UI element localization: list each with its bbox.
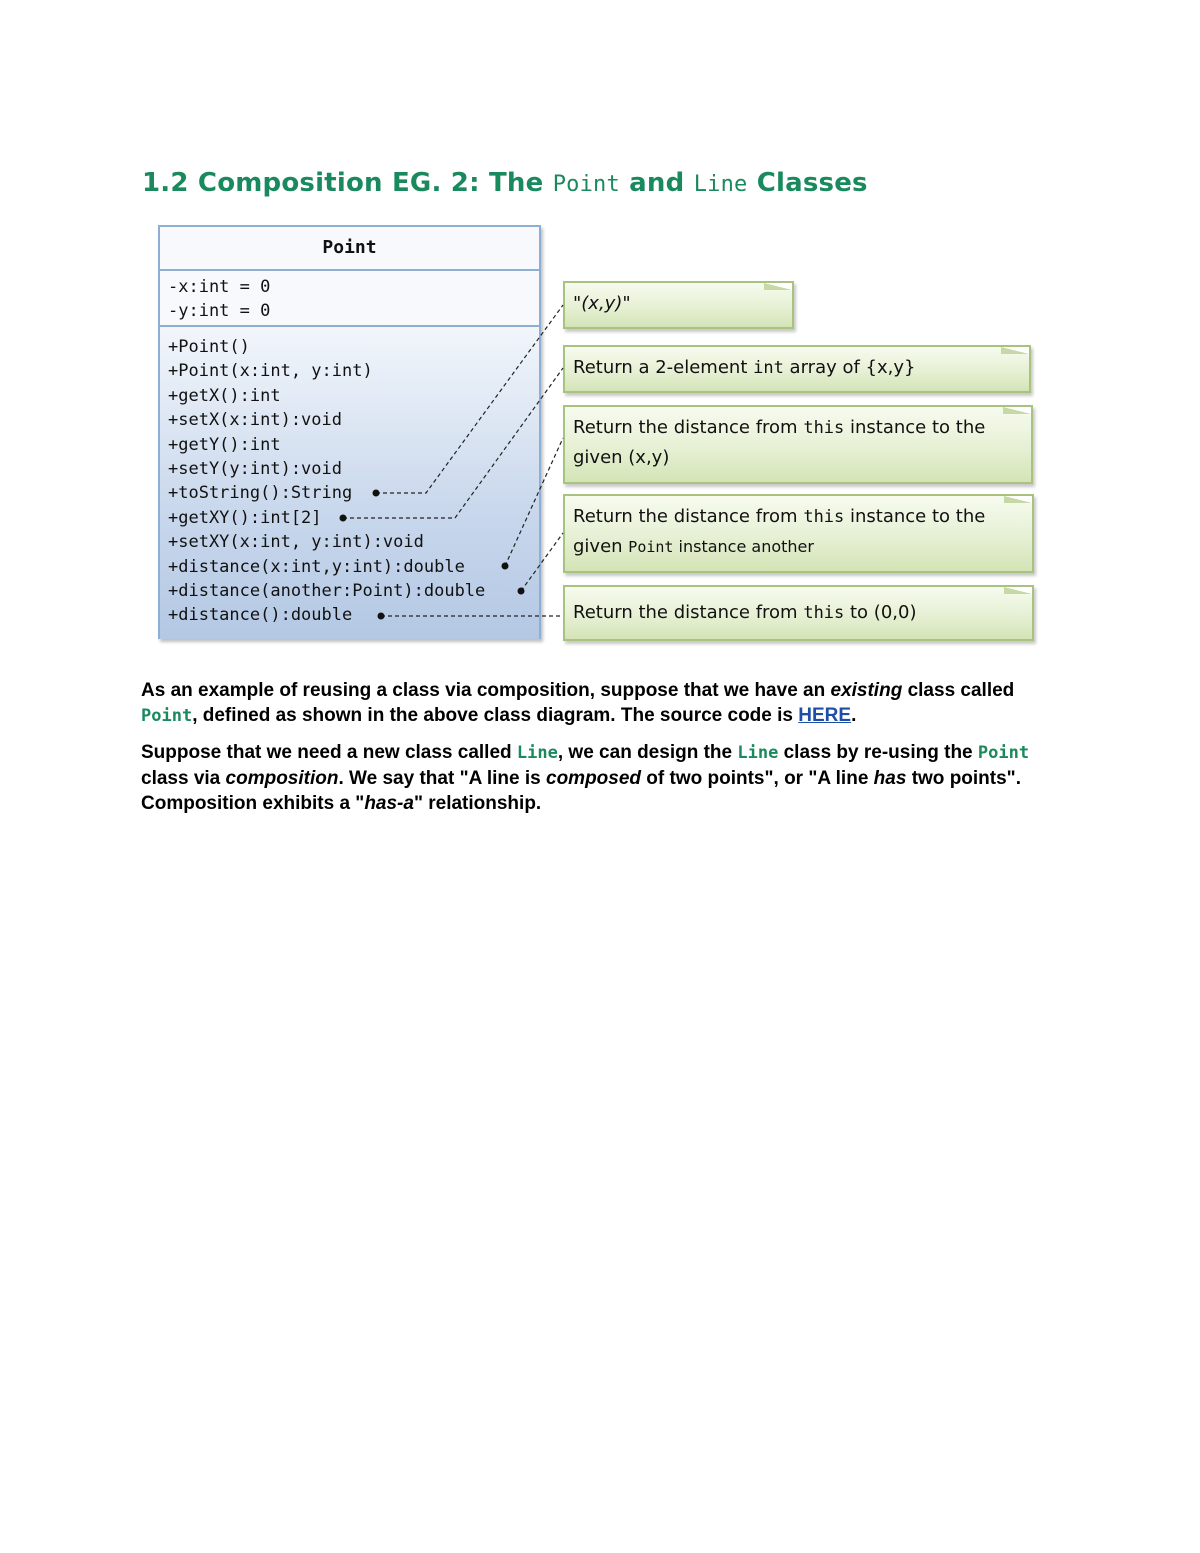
- note-distance-origin-text-end: to (0,0): [844, 602, 917, 623]
- uml-operation: +getY():int: [168, 434, 281, 455]
- para2-text: Suppose that we need a new class called: [141, 742, 517, 763]
- para2-text: of two points", or "A line: [641, 768, 874, 789]
- note-distance-point-text: Return the distance from: [573, 506, 804, 527]
- uml-operation: +distance(another:Point):double: [168, 581, 486, 602]
- connector-distance-point: [521, 533, 563, 591]
- note-distance-point-text-mid: instance to the given: [573, 506, 986, 557]
- para1-text: .: [851, 705, 857, 726]
- para2-code: Line: [737, 743, 779, 763]
- para1-text: , defined as shown in the above class diagram. The source code is: [192, 705, 799, 726]
- connector-dot: [502, 563, 509, 570]
- note-distance-xy-text-end: instance to the given (x,y): [573, 417, 986, 468]
- note-getxy-text-end: array of {x,y}: [783, 357, 916, 378]
- connector-dot: [518, 588, 525, 595]
- para1-code: Point: [141, 706, 193, 726]
- note-tostring-text: "(x,y)": [573, 293, 631, 314]
- connector-tostring: [376, 305, 563, 493]
- note-getxy-text: Return a 2-element: [573, 357, 754, 378]
- paragraph-2: [141, 740, 1066, 816]
- para1-text: As an example of reusing a class via composition, suppose that we have an: [141, 680, 831, 701]
- source-code-link[interactable]: HERE: [798, 705, 852, 726]
- uml-operation: +distance(x:int,y:int):double: [168, 556, 465, 577]
- note-distance-point-code: this: [803, 507, 845, 527]
- heading-code-line: Line: [693, 172, 748, 197]
- para1-text: class called: [902, 680, 1015, 701]
- note-distance-xy-text: Return the distance from: [573, 417, 804, 438]
- connector-dot: [378, 613, 385, 620]
- paragraph-1: [141, 678, 1066, 729]
- connector-lines: [0, 0, 1200, 700]
- uml-operation: +setXY(x:int, y:int):void: [168, 532, 424, 553]
- para2-em: composed: [546, 768, 642, 789]
- uml-class-name: Point: [160, 227, 539, 271]
- uml-operation: +setY(y:int):void: [168, 459, 342, 480]
- para2-text: class via: [141, 768, 226, 789]
- heading-suffix: Classes: [747, 168, 868, 198]
- uml-operation: +setX(x:int):void: [168, 410, 342, 431]
- para2-text: " relationship.: [413, 793, 542, 814]
- para1-em: existing: [830, 680, 903, 701]
- note-distance-point-code2: Point: [628, 538, 674, 556]
- uml-operation: +Point(x:int, y:int): [168, 361, 373, 382]
- heading-code-point: Point: [552, 172, 620, 197]
- connector-distance-xy: [505, 438, 563, 566]
- uml-attribute: -y:int = 0: [168, 301, 271, 321]
- para2-text: class by re-using the: [778, 742, 978, 763]
- para2-code: Point: [977, 743, 1030, 763]
- note-getxy-code: int: [753, 358, 784, 378]
- uml-operation: +toString():String: [168, 483, 353, 504]
- uml-operation: +Point(): [168, 337, 250, 357]
- uml-attribute: -x:int = 0: [168, 277, 271, 297]
- para2-text: . We say that "A line is: [338, 768, 546, 789]
- uml-operation: +getX():int: [168, 385, 281, 406]
- note-distance-point-text-end: instance another: [673, 537, 814, 556]
- para2-text: , we can design the: [557, 742, 738, 763]
- para2-text: two points". Composition exhibits a ": [141, 768, 1021, 814]
- heading-prefix: 1.2 Composition EG. 2: The: [142, 168, 553, 198]
- para2-em: has: [873, 768, 907, 789]
- note-distance-origin-code: this: [803, 603, 845, 623]
- connector-dot: [373, 490, 380, 497]
- para2-em: composition: [225, 768, 339, 789]
- para2-em: has-a: [364, 793, 414, 814]
- heading-mid: and: [619, 168, 694, 198]
- note-distance-xy-code: this: [803, 418, 845, 438]
- connector-dot: [340, 515, 347, 522]
- para2-code: Line: [516, 743, 558, 763]
- uml-operation: +getXY():int[2]: [168, 507, 322, 528]
- note-distance-origin-text: Return the distance from: [573, 602, 804, 623]
- uml-operation: +distance():double: [168, 605, 353, 626]
